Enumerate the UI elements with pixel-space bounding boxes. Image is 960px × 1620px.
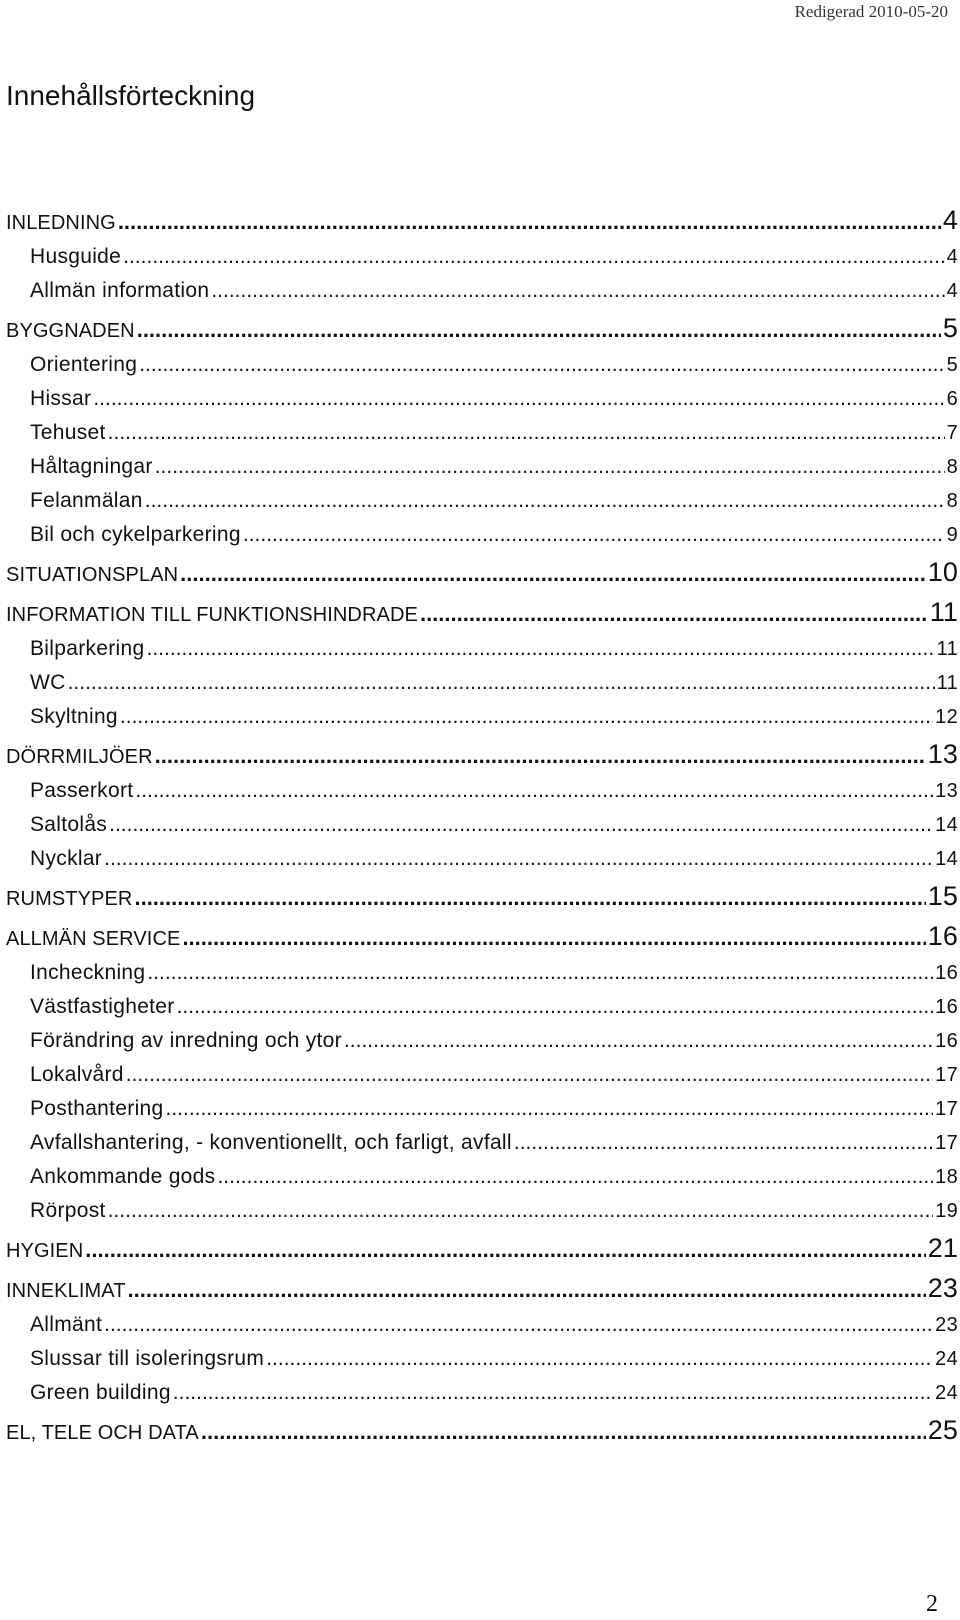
toc-dot-leader: [266, 1342, 933, 1376]
toc-dot-leader: [217, 1160, 933, 1194]
toc-entry-page-number: 14: [935, 848, 958, 870]
toc-entry-label: INLEDNING: [6, 212, 116, 234]
toc-entry-page-number: 15: [927, 881, 958, 911]
toc-entry-page-number: 9: [946, 524, 958, 546]
toc-section-entry[interactable]: [6, 916, 958, 956]
toc-dot-leader: [126, 1058, 933, 1092]
toc-entry-label: Posthantering: [30, 1097, 164, 1120]
toc-entry-label: Orientering: [30, 353, 138, 376]
toc-dot-leader: [155, 450, 945, 484]
toc-entry-label: Hissar: [30, 387, 92, 410]
toc-entry-label: Håltagningar: [30, 455, 153, 478]
toc-entry-label: BYGGNADEN: [6, 320, 135, 342]
toc-entry-page-number: 16: [935, 1030, 958, 1052]
toc-dot-leader: [201, 1412, 926, 1452]
toc-entry-page-number: 14: [935, 814, 958, 836]
toc-subsection-entry[interactable]: [6, 1126, 958, 1160]
toc-dot-leader: [182, 918, 925, 958]
toc-entry-page-number: 13: [927, 739, 958, 769]
toc-entry-page-number: 4: [942, 205, 958, 235]
toc-entry-label: RUMSTYPER: [6, 888, 133, 910]
toc-entry-label: Green building: [30, 1381, 171, 1404]
toc-entry-page-number: 17: [935, 1132, 958, 1154]
page-title: Innehållsförteckning: [6, 80, 256, 111]
toc-dot-leader: [128, 1270, 926, 1310]
toc-entry-label: ALLMÄN SERVICE: [6, 928, 181, 950]
toc-subsection-entry[interactable]: [6, 240, 958, 274]
toc-dot-leader: [135, 774, 933, 808]
toc-entry-page-number: 16: [935, 962, 958, 984]
toc-dot-leader: [147, 632, 935, 666]
toc-entry-page-number: 13: [935, 780, 958, 802]
toc-entry-label: Felanmälan: [30, 489, 143, 512]
toc-entry-page-number: 11: [936, 672, 958, 694]
toc-section-entry[interactable]: [6, 1268, 958, 1308]
toc-subsection-entry[interactable]: [6, 348, 958, 382]
toc-section-entry[interactable]: [6, 1228, 958, 1268]
toc-subsection-entry[interactable]: [6, 808, 958, 842]
toc-entry-page-number: 12: [935, 706, 958, 728]
toc-entry-page-number: 5: [946, 354, 958, 376]
toc-subsection-entry[interactable]: [6, 450, 958, 484]
toc-entry-page-number: 16: [927, 921, 958, 951]
toc-dot-leader: [120, 700, 933, 734]
toc-entry-page-number: 11: [929, 597, 958, 627]
toc-dot-leader: [104, 1308, 933, 1342]
toc-entry-label: Bilparkering: [30, 637, 145, 660]
toc-entry-page-number: 5: [942, 313, 958, 343]
toc-subsection-entry[interactable]: [6, 1092, 958, 1126]
toc-entry-label: Tehuset: [30, 421, 106, 444]
toc-entry-label: Västfastigheter: [30, 995, 175, 1018]
toc-dot-leader: [134, 878, 925, 918]
toc-subsection-entry[interactable]: [6, 990, 958, 1024]
toc-entry-page-number: 4: [946, 280, 958, 302]
toc-dot-leader: [177, 990, 934, 1024]
toc-subsection-entry[interactable]: [6, 1058, 958, 1092]
toc-entry-label: Slussar till isoleringsrum: [30, 1347, 265, 1370]
table-of-contents: [6, 200, 958, 1450]
toc-entry-label: Förändring av inredning och ytor: [30, 1029, 342, 1052]
toc-entry-label: INNEKLIMAT: [6, 1280, 126, 1302]
toc-entry-page-number: 17: [935, 1098, 958, 1120]
toc-entry-page-number: 24: [935, 1348, 958, 1370]
toc-entry-label: WC: [30, 671, 66, 694]
toc-subsection-entry[interactable]: [6, 416, 958, 450]
toc-entry-label: Allmänt: [30, 1313, 103, 1336]
toc-entry-page-number: 19: [935, 1200, 958, 1222]
toc-dot-leader: [147, 956, 933, 990]
toc-entry-page-number: 23: [927, 1273, 958, 1303]
toc-subsection-entry[interactable]: [6, 1342, 958, 1376]
toc-subsection-entry[interactable]: [6, 666, 958, 700]
toc-entry-label: DÖRRMILJÖER: [6, 746, 153, 768]
toc-entry-label: Avfallshantering, - konventionellt, och farligt, avfall: [30, 1131, 512, 1154]
toc-entry-label: Nycklar: [30, 847, 103, 870]
toc-entry-label: HYGIEN: [6, 1240, 84, 1262]
toc-dot-leader: [180, 554, 926, 594]
toc-subsection-entry[interactable]: [6, 274, 958, 308]
toc-subsection-entry[interactable]: [6, 1024, 958, 1058]
toc-entry-page-number: 18: [935, 1166, 958, 1188]
edited-date-note: Redigerad 2010-05-20: [794, 2, 948, 21]
toc-entry-label: Skyltning: [30, 705, 118, 728]
toc-dot-leader: [166, 1092, 934, 1126]
toc-entry-label: Passerkort: [30, 779, 134, 802]
toc-subsection-entry[interactable]: [6, 1160, 958, 1194]
toc-dot-leader: [85, 1230, 925, 1270]
toc-dot-leader: [68, 666, 935, 700]
toc-dot-leader: [243, 518, 945, 552]
toc-subsection-entry[interactable]: [6, 700, 958, 734]
toc-subsection-entry[interactable]: [6, 842, 958, 876]
toc-entry-label: SITUATIONSPLAN: [6, 564, 179, 586]
toc-entry-page-number: 16: [935, 996, 958, 1018]
toc-entry-label: Rörpost: [30, 1199, 106, 1222]
toc-entry-label: Lokalvård: [30, 1063, 124, 1086]
page-number: 2: [926, 1591, 938, 1617]
toc-entry-label: Ankommande gods: [30, 1165, 216, 1188]
toc-dot-leader: [123, 240, 944, 274]
toc-entry-page-number: 8: [946, 490, 958, 512]
toc-subsection-entry[interactable]: [6, 382, 958, 416]
toc-dot-leader: [139, 348, 944, 382]
toc-entry-label: INFORMATION TILL FUNKTIONSHINDRADE: [6, 604, 418, 626]
toc-entry-label: Husguide: [30, 245, 122, 268]
toc-entry-label: EL, TELE OCH DATA: [6, 1422, 199, 1444]
toc-section-entry[interactable]: [6, 200, 958, 240]
toc-dot-leader: [118, 202, 941, 242]
toc-entry-label: Incheckning: [30, 961, 146, 984]
toc-dot-leader: [108, 1194, 934, 1228]
toc-entry-label: Bil och cykelparkering: [30, 523, 241, 546]
toc-subsection-entry[interactable]: [6, 1376, 958, 1410]
toc-dot-leader: [514, 1126, 933, 1160]
toc-subsection-entry[interactable]: [6, 774, 958, 808]
toc-entry-page-number: 25: [927, 1415, 958, 1445]
toc-dot-leader: [344, 1024, 933, 1058]
toc-dot-leader: [109, 808, 933, 842]
toc-entry-page-number: 23: [935, 1314, 958, 1336]
toc-entry-page-number: 7: [946, 422, 958, 444]
toc-subsection-entry[interactable]: [6, 632, 958, 666]
toc-section-entry[interactable]: [6, 734, 958, 774]
toc-entry-page-number: 4: [946, 246, 958, 268]
toc-dot-leader: [145, 484, 945, 518]
toc-dot-leader: [173, 1376, 933, 1410]
toc-entry-label: Saltolås: [30, 813, 108, 836]
toc-section-entry[interactable]: [6, 1410, 958, 1450]
toc-entry-page-number: 11: [936, 638, 958, 660]
toc-subsection-entry[interactable]: [6, 956, 958, 990]
toc-subsection-entry[interactable]: [6, 518, 958, 552]
toc-dot-leader: [104, 842, 933, 876]
toc-dot-leader: [108, 416, 945, 450]
toc-section-entry[interactable]: [6, 552, 958, 592]
toc-entry-page-number: 6: [946, 388, 958, 410]
toc-section-entry[interactable]: [6, 876, 958, 916]
toc-dot-leader: [420, 594, 928, 634]
toc-entry-page-number: 10: [927, 557, 958, 587]
toc-entry-page-number: 21: [927, 1233, 958, 1263]
toc-entry-page-number: 17: [935, 1064, 958, 1086]
toc-dot-leader: [211, 274, 944, 308]
toc-entry-page-number: 24: [935, 1382, 958, 1404]
toc-entry-page-number: 8: [946, 456, 958, 478]
toc-section-entry[interactable]: [6, 308, 958, 348]
toc-subsection-entry[interactable]: [6, 484, 958, 518]
toc-subsection-entry[interactable]: [6, 1308, 958, 1342]
toc-dot-leader: [137, 310, 941, 350]
toc-subsection-entry[interactable]: [6, 1194, 958, 1228]
toc-dot-leader: [93, 382, 944, 416]
toc-dot-leader: [155, 736, 926, 776]
toc-section-entry[interactable]: [6, 592, 958, 632]
toc-entry-label: Allmän information: [30, 279, 210, 302]
